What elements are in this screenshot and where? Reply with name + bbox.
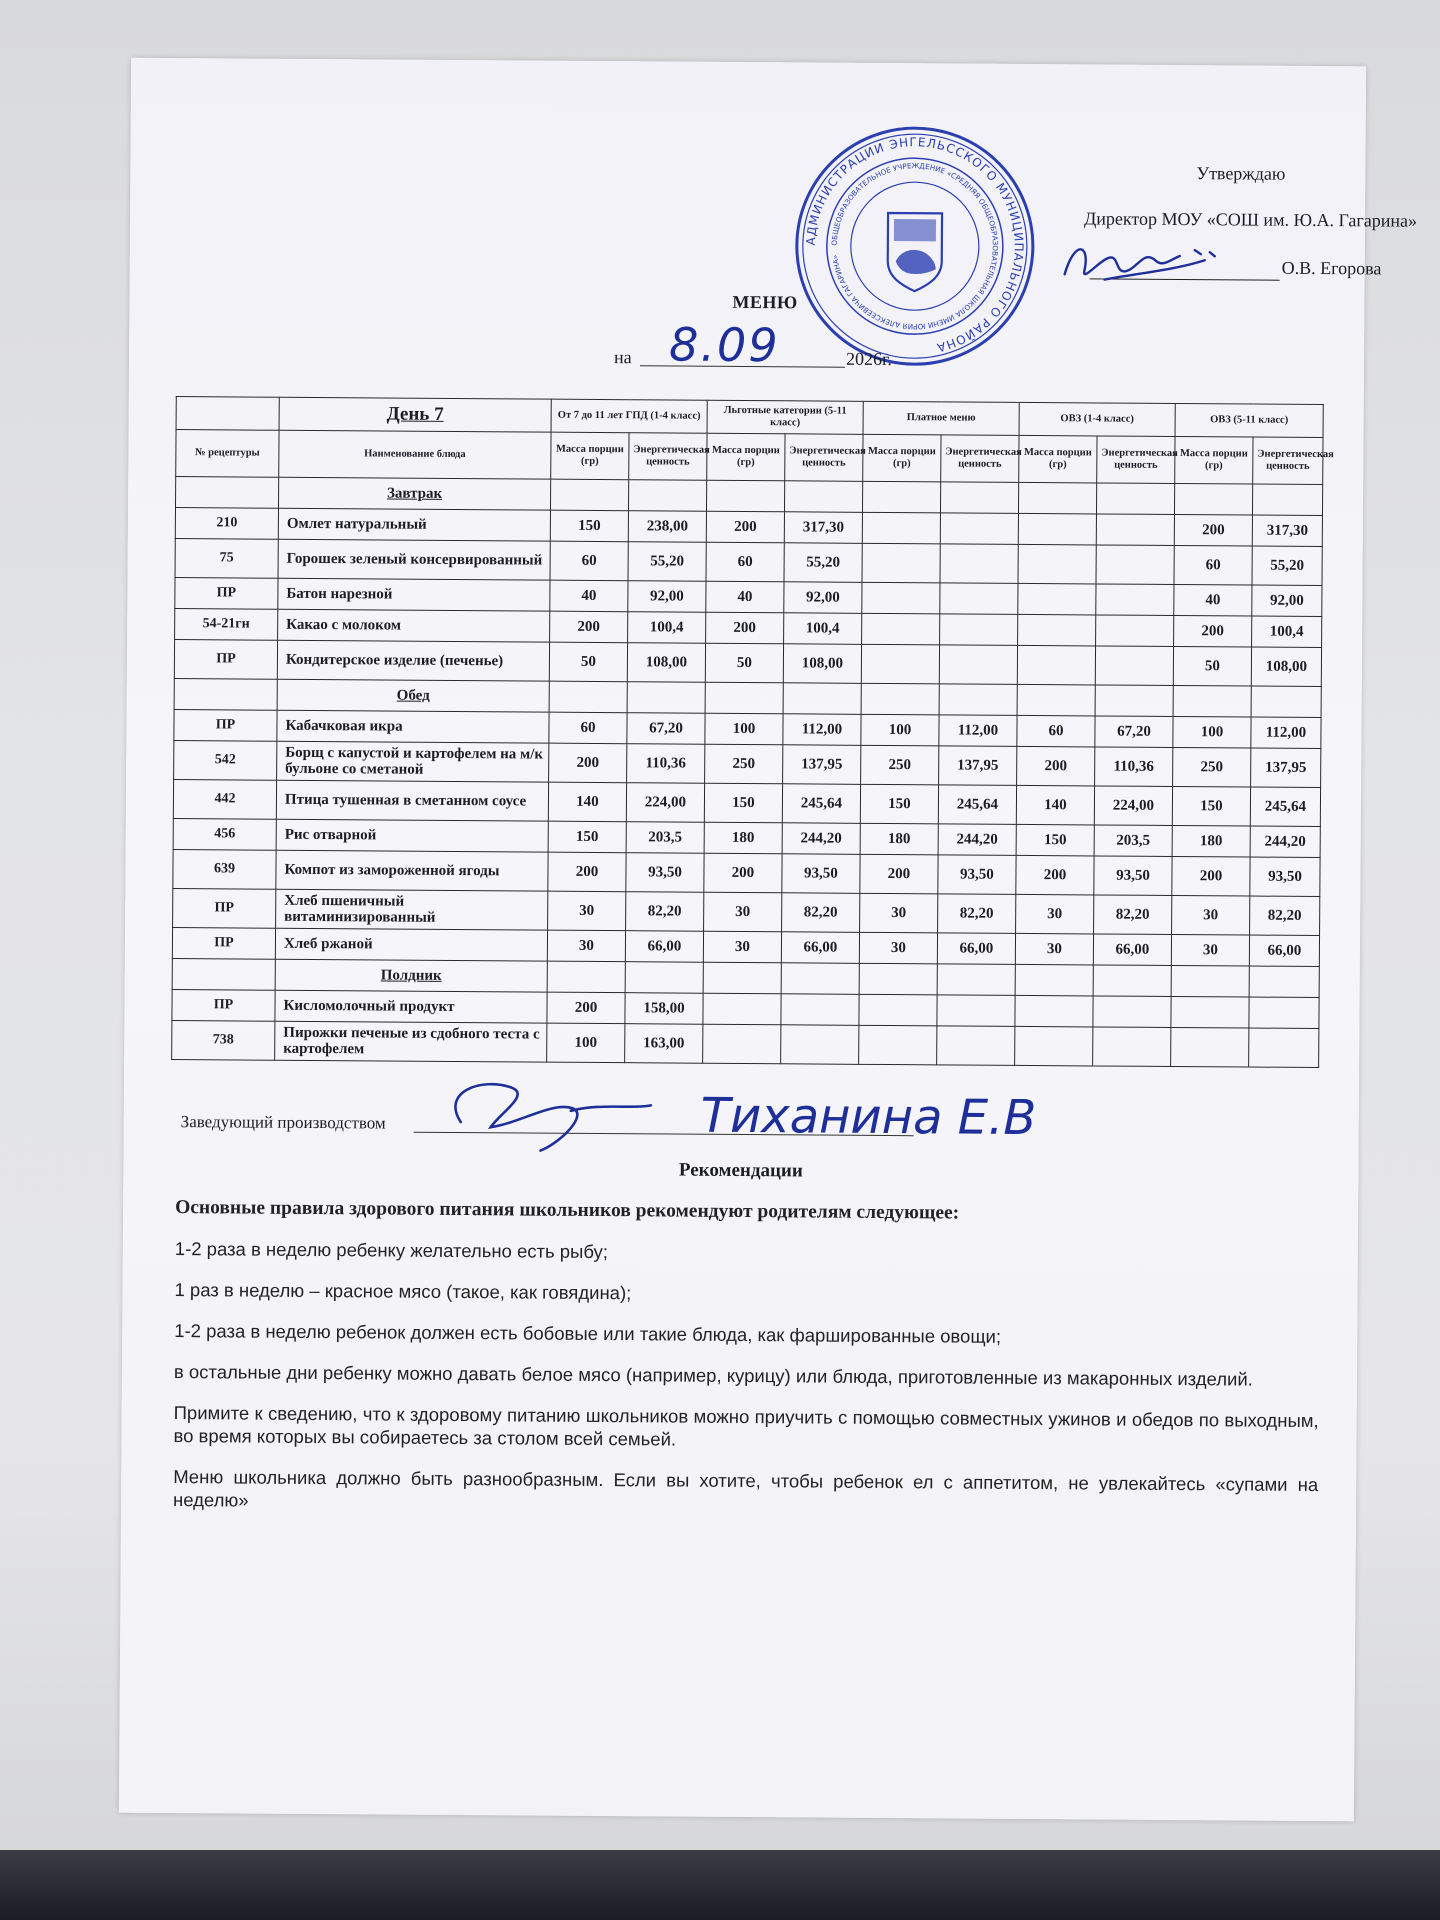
portion-mass: 30 (704, 892, 782, 932)
energy-value (781, 1025, 859, 1065)
portion-mass (703, 1024, 781, 1064)
portion-mass: 30 (548, 891, 626, 931)
portion-mass: 150 (704, 783, 782, 823)
energy-value: 110,36 (1095, 747, 1173, 787)
recommendation-item: 1 раз в неделю – красное мясо (такое, как говядина); (174, 1279, 632, 1304)
table-cell (940, 482, 1018, 514)
energy-value: 245,64 (938, 785, 1016, 825)
production-label: Заведующий производством (180, 1112, 386, 1133)
table-cell (176, 477, 279, 509)
recommendation-item: Примите к сведению, что к здоровому питанию школьников можно приучить с помощью совместных ужинов и обедов по выходным, во время которых вы собираетесь за столом всей семьей. (173, 1402, 1319, 1450)
energy-value (1096, 514, 1174, 546)
portion-mass: 180 (1172, 825, 1250, 857)
portion-mass: 30 (1016, 894, 1094, 934)
portion-mass (859, 994, 937, 1026)
column-header-energy: Энергетическая ценность (1253, 437, 1323, 484)
energy-value (1249, 1028, 1319, 1067)
dish-name: Какао с молоком (278, 609, 550, 642)
energy-value: 66,00 (625, 931, 703, 963)
energy-value: 112,00 (939, 715, 1017, 747)
energy-value: 112,00 (783, 714, 861, 746)
recipe-code: 442 (173, 780, 276, 820)
energy-value: 244,20 (1250, 826, 1320, 857)
menu-table (171, 396, 1334, 1068)
column-header-mass: Масса порции (гр) (1175, 437, 1253, 485)
portion-mass: 30 (1015, 933, 1093, 965)
portion-mass: 100 (705, 713, 783, 745)
portion-mass: 200 (1017, 746, 1095, 786)
energy-value (1093, 1027, 1171, 1067)
energy-value (940, 614, 1018, 646)
section-name: Обед (277, 679, 549, 712)
energy-value: 66,00 (937, 933, 1015, 965)
menu-date (613, 317, 944, 373)
column-header-mass: Масса порции (гр) (707, 433, 785, 481)
recipe-code: ПР (175, 578, 278, 610)
energy-value: 108,00 (627, 643, 705, 683)
portion-mass: 60 (1174, 546, 1252, 586)
portion-mass: 200 (547, 992, 625, 1024)
portion-mass: 30 (703, 931, 781, 963)
recipe-code: 54-21гн (175, 609, 278, 641)
energy-value: 66,00 (781, 932, 859, 964)
table-cell (861, 683, 939, 715)
dish-name: Рис отварной (276, 819, 548, 852)
energy-value (940, 513, 1018, 545)
recipe-code: 738 (172, 1021, 275, 1061)
recipe-code: 542 (174, 741, 277, 781)
portion-mass (1018, 614, 1096, 646)
portion-mass: 30 (1171, 934, 1249, 966)
portion-mass: 180 (704, 822, 782, 854)
energy-value (937, 1026, 1015, 1066)
dish-name: Борщ с капустой и картофелем на м/к бульоне со сметаной (277, 741, 549, 782)
dish-name: Хлеб ржаной (275, 928, 547, 961)
recipe-code: 639 (173, 850, 276, 890)
energy-value: 55,20 (784, 543, 862, 583)
recommendation-item: в остальные дни ребенку можно давать белое мясо (например, курицу) или блюда, приготовленные из макаронных изделий. (173, 1361, 1253, 1390)
portion-mass (1015, 995, 1093, 1027)
energy-value: 224,00 (626, 783, 704, 823)
production-signature-text: Тиханина Е.В (700, 1087, 1037, 1147)
menu-title: МЕНЮ (732, 291, 798, 313)
energy-value: 108,00 (783, 644, 861, 684)
column-header-energy: Энергетическая ценность (785, 434, 863, 482)
energy-value: 245,64 (782, 784, 860, 824)
portion-mass: 60 (1017, 715, 1095, 747)
recommendations-intro: Основные правила здорового питания школьников рекомендуют родителям следующее: (175, 1197, 960, 1224)
svg-text:ОБЩЕОБРАЗОВАТЕЛЬНОЕ УЧРЕЖДЕНИЕ (829, 161, 1000, 332)
dish-name: Кисломолочный продукт (275, 990, 547, 1023)
portion-mass (1018, 583, 1096, 615)
table-cell (1096, 483, 1174, 515)
energy-value: 82,20 (1094, 895, 1172, 935)
portion-mass: 200 (1174, 515, 1252, 547)
section-name: Полдник (275, 959, 547, 992)
portion-mass: 30 (859, 932, 937, 964)
energy-value (1096, 584, 1174, 616)
table-cell (628, 480, 706, 512)
portion-mass: 250 (705, 744, 783, 784)
table-cell (172, 959, 275, 991)
column-header-recipe: № рецептуры (176, 430, 279, 478)
desk-surface (0, 1850, 1440, 1920)
energy-value: 55,20 (1252, 546, 1322, 585)
portion-mass: 180 (860, 823, 938, 855)
portion-mass: 50 (1173, 647, 1251, 687)
table-cell (781, 963, 859, 995)
portion-mass (862, 613, 940, 645)
portion-mass: 200 (548, 852, 626, 892)
table-cell (549, 681, 627, 713)
table-cell (1095, 685, 1173, 717)
recipe-code: ПР (174, 640, 277, 680)
menu-table-body (172, 477, 1323, 1068)
stamp-inner-text: ОБЩЕОБРАЗОВАТЕЛЬНОЕ УЧРЕЖДЕНИЕ «СРЕДНЯЯ ОБЩЕОБРАЗОВАТЕЛЬНАЯ ШКОЛА ИМЕНИ ЮРИЯ АЛЕКСЕЕВИЧА ГАГАРИНА» (829, 161, 1000, 332)
table-cell (1171, 965, 1249, 997)
table-cell (1093, 965, 1171, 997)
energy-value: 317,30 (784, 512, 862, 544)
portion-mass: 50 (549, 642, 627, 682)
portion-mass: 100 (1173, 717, 1251, 749)
energy-value: 55,20 (628, 542, 706, 582)
energy-value (939, 645, 1017, 685)
table-cell (547, 961, 625, 993)
portion-mass: 60 (706, 542, 784, 582)
energy-value: 203,5 (1094, 825, 1172, 857)
portion-mass: 150 (1172, 786, 1250, 826)
table-cell (703, 962, 781, 994)
portion-mass (1018, 513, 1096, 545)
recommendation-item: 1-2 раза в неделю ребенок должен есть бобовые или такие блюда, как фаршированные овощи; (174, 1320, 1002, 1347)
portion-mass: 100 (861, 714, 939, 746)
recommendations-title: Рекомендации (678, 1159, 803, 1182)
group-header: Льготные категории (5-11 класс) (707, 400, 863, 434)
column-header-energy: Энергетическая ценность (1097, 436, 1175, 484)
portion-mass: 200 (550, 611, 628, 643)
energy-value: 67,20 (1095, 716, 1173, 748)
dish-name: Омлет натуральный (278, 508, 550, 541)
energy-value: 92,00 (1252, 585, 1322, 616)
table-cell (939, 684, 1017, 716)
portion-mass: 200 (860, 854, 938, 894)
portion-mass: 200 (1016, 855, 1094, 895)
official-stamp (789, 120, 1041, 372)
energy-value: 238,00 (628, 511, 706, 543)
table-cell (783, 683, 861, 715)
table-cell (625, 962, 703, 994)
energy-value: 66,00 (1093, 934, 1171, 966)
portion-mass: 200 (1174, 616, 1252, 648)
date-prefix: на (613, 347, 632, 368)
dish-name: Кондитерское изделие (печенье) (277, 640, 549, 681)
dish-name: Горошек зеленый консервированный (278, 539, 550, 580)
portion-mass: 30 (860, 893, 938, 933)
column-header-mass: Масса порции (гр) (1019, 435, 1097, 483)
energy-value (940, 583, 1018, 615)
energy-value: 93,50 (1250, 857, 1320, 896)
recipe-code: 210 (175, 508, 278, 540)
energy-value: 244,20 (782, 823, 860, 855)
portion-mass: 140 (1016, 785, 1094, 825)
stamp-emblem-icon (888, 213, 943, 291)
recommendation-item: Меню школьника должно быть разнообразным. Если вы хотите, чтобы ребенок ел с аппетитом, не увлекайтесь «супами на неделю» (173, 1466, 1319, 1511)
portion-mass: 40 (706, 581, 784, 613)
group-header: ОВЗ (5-11 класс) (1175, 404, 1323, 438)
energy-value: 245,64 (1250, 787, 1320, 826)
recipe-code: 75 (175, 539, 278, 579)
recipe-code: ПР (173, 889, 276, 929)
energy-value: 100,4 (1252, 616, 1322, 647)
column-header-mass: Масса порции (гр) (863, 434, 941, 482)
energy-value (1096, 615, 1174, 647)
menu-document (119, 58, 1418, 1822)
dish-name: Кабачковая икра (277, 710, 549, 743)
energy-value: 82,20 (938, 894, 1016, 934)
approval-block (1030, 162, 1440, 279)
recommendations-body (173, 1196, 1320, 1537)
portion-mass: 140 (548, 782, 626, 822)
recipe-code: ПР (172, 990, 275, 1022)
portion-mass: 250 (1173, 747, 1251, 787)
table-cell (859, 963, 937, 995)
portion-mass: 30 (1172, 895, 1250, 935)
production-sign-block (181, 1070, 1161, 1147)
energy-value (1093, 996, 1171, 1028)
portion-mass (862, 512, 940, 544)
energy-value: 100,4 (628, 612, 706, 644)
portion-mass: 200 (704, 853, 782, 893)
column-header-energy: Энергетическая ценность (941, 435, 1019, 483)
date-handwritten: 8.09 (668, 317, 780, 373)
portion-mass: 150 (860, 784, 938, 824)
portion-mass (859, 1025, 937, 1065)
date-year: 2026г. (845, 348, 892, 370)
energy-value: 112,00 (1251, 717, 1321, 748)
energy-value: 163,00 (625, 1024, 703, 1064)
energy-value: 137,95 (939, 746, 1017, 786)
column-header-energy: Энергетическая ценность (629, 433, 707, 481)
portion-mass: 200 (706, 612, 784, 644)
energy-value (937, 995, 1015, 1027)
table-cell (1017, 684, 1095, 716)
table-cell (174, 679, 277, 711)
energy-value: 108,00 (1251, 647, 1321, 686)
portion-mass: 100 (547, 1023, 625, 1063)
portion-mass (862, 582, 940, 614)
approval-title: Утверждаю (1196, 163, 1286, 184)
portion-mass: 200 (549, 743, 627, 783)
energy-value: 203,5 (626, 822, 704, 854)
energy-value: 100,4 (784, 613, 862, 645)
portion-mass (1017, 645, 1095, 685)
approval-name: О.В. Егорова (1281, 257, 1382, 279)
table-cell (706, 480, 784, 512)
energy-value: 67,20 (627, 713, 705, 745)
table-cell (1249, 966, 1319, 997)
director-signature (1044, 229, 1264, 301)
table-row (172, 1021, 1319, 1068)
approval-position: Директор МОУ «СОШ им. Ю.А. Гагарина» (1083, 208, 1418, 231)
portion-mass (703, 993, 781, 1025)
table-cell (1174, 484, 1252, 516)
dish-name: Компот из замороженной ягоды (276, 850, 548, 891)
group-header: ОВЗ (1-4 класс) (1019, 402, 1175, 436)
table-cell (1173, 686, 1251, 718)
dish-name: Батон нарезной (278, 578, 550, 611)
table-cell (705, 682, 783, 714)
portion-mass: 50 (705, 643, 783, 683)
table-cell (1251, 686, 1321, 717)
table-cell (862, 481, 940, 513)
energy-value (1095, 646, 1173, 686)
portion-mass: 60 (550, 541, 628, 581)
portion-mass: 200 (1172, 856, 1250, 896)
recipe-code: ПР (174, 710, 277, 742)
energy-value: 82,20 (782, 893, 860, 933)
section-name: Завтрак (278, 477, 550, 510)
portion-mass: 150 (1016, 824, 1094, 856)
portion-mass: 200 (706, 511, 784, 543)
day-title: День 7 (279, 397, 551, 432)
group-header: Платное меню (863, 401, 1019, 435)
dish-name: Хлеб пшеничный витаминизированный (276, 889, 548, 930)
energy-value: 224,00 (1094, 786, 1172, 826)
energy-value: 92,00 (784, 582, 862, 614)
energy-value: 93,50 (626, 853, 704, 893)
table-cell (550, 479, 628, 511)
energy-value: 137,95 (1251, 748, 1321, 787)
energy-value: 93,50 (1094, 856, 1172, 896)
energy-value: 244,20 (938, 824, 1016, 856)
portion-mass: 150 (550, 510, 628, 542)
portion-mass: 30 (547, 930, 625, 962)
table-cell (1252, 484, 1322, 515)
table-cell (1018, 482, 1096, 514)
energy-value: 317,30 (1252, 515, 1322, 546)
energy-value: 82,20 (1250, 896, 1320, 935)
portion-mass (861, 644, 939, 684)
dish-name: Пирожки печеные из сдобного теста с картофелем (275, 1021, 547, 1062)
portion-mass: 250 (861, 745, 939, 785)
portion-mass: 40 (1174, 585, 1252, 617)
production-signature (401, 1072, 1142, 1157)
portion-mass: 60 (549, 712, 627, 744)
recommendation-item: 1-2 раза в неделю ребенку желательно есть рыбу; (174, 1238, 609, 1263)
portion-mass: 150 (548, 821, 626, 853)
energy-value: 137,95 (783, 745, 861, 785)
column-header-mass: Масса порции (гр) (551, 432, 629, 480)
energy-value: 82,20 (626, 892, 704, 932)
group-header: От 7 до 11 лет ГПД (1-4 класс) (551, 399, 707, 433)
portion-mass (1171, 1027, 1249, 1067)
energy-value: 93,50 (938, 855, 1016, 895)
table-cell (627, 682, 705, 714)
energy-value: 66,00 (1249, 935, 1319, 966)
energy-value: 158,00 (625, 993, 703, 1025)
portion-mass (1015, 1026, 1093, 1066)
energy-value: 110,36 (627, 744, 705, 784)
column-header-dish: Наименование блюда (279, 430, 551, 479)
table-cell (784, 481, 862, 513)
header-empty (176, 397, 279, 431)
dish-name: Птица тушенная в сметанном соусе (276, 780, 548, 821)
portion-mass (1171, 996, 1249, 1028)
recipe-code: 456 (173, 819, 276, 851)
energy-value (940, 544, 1018, 584)
energy-value: 93,50 (782, 854, 860, 894)
table-cell (1015, 964, 1093, 996)
recipe-code: ПР (172, 928, 275, 960)
energy-value (1096, 545, 1174, 585)
portion-mass: 40 (550, 580, 628, 612)
energy-value: 92,00 (628, 581, 706, 613)
table-cell (937, 964, 1015, 996)
energy-value (781, 994, 859, 1026)
energy-value (1249, 997, 1319, 1028)
portion-mass (1018, 544, 1096, 584)
portion-mass (862, 543, 940, 583)
stamp-outer-text: АДМИНИСТРАЦИИ ЭНГЕЛЬССКОГО МУНИЦИПАЛЬНОГО РАЙОНА (803, 135, 1026, 355)
